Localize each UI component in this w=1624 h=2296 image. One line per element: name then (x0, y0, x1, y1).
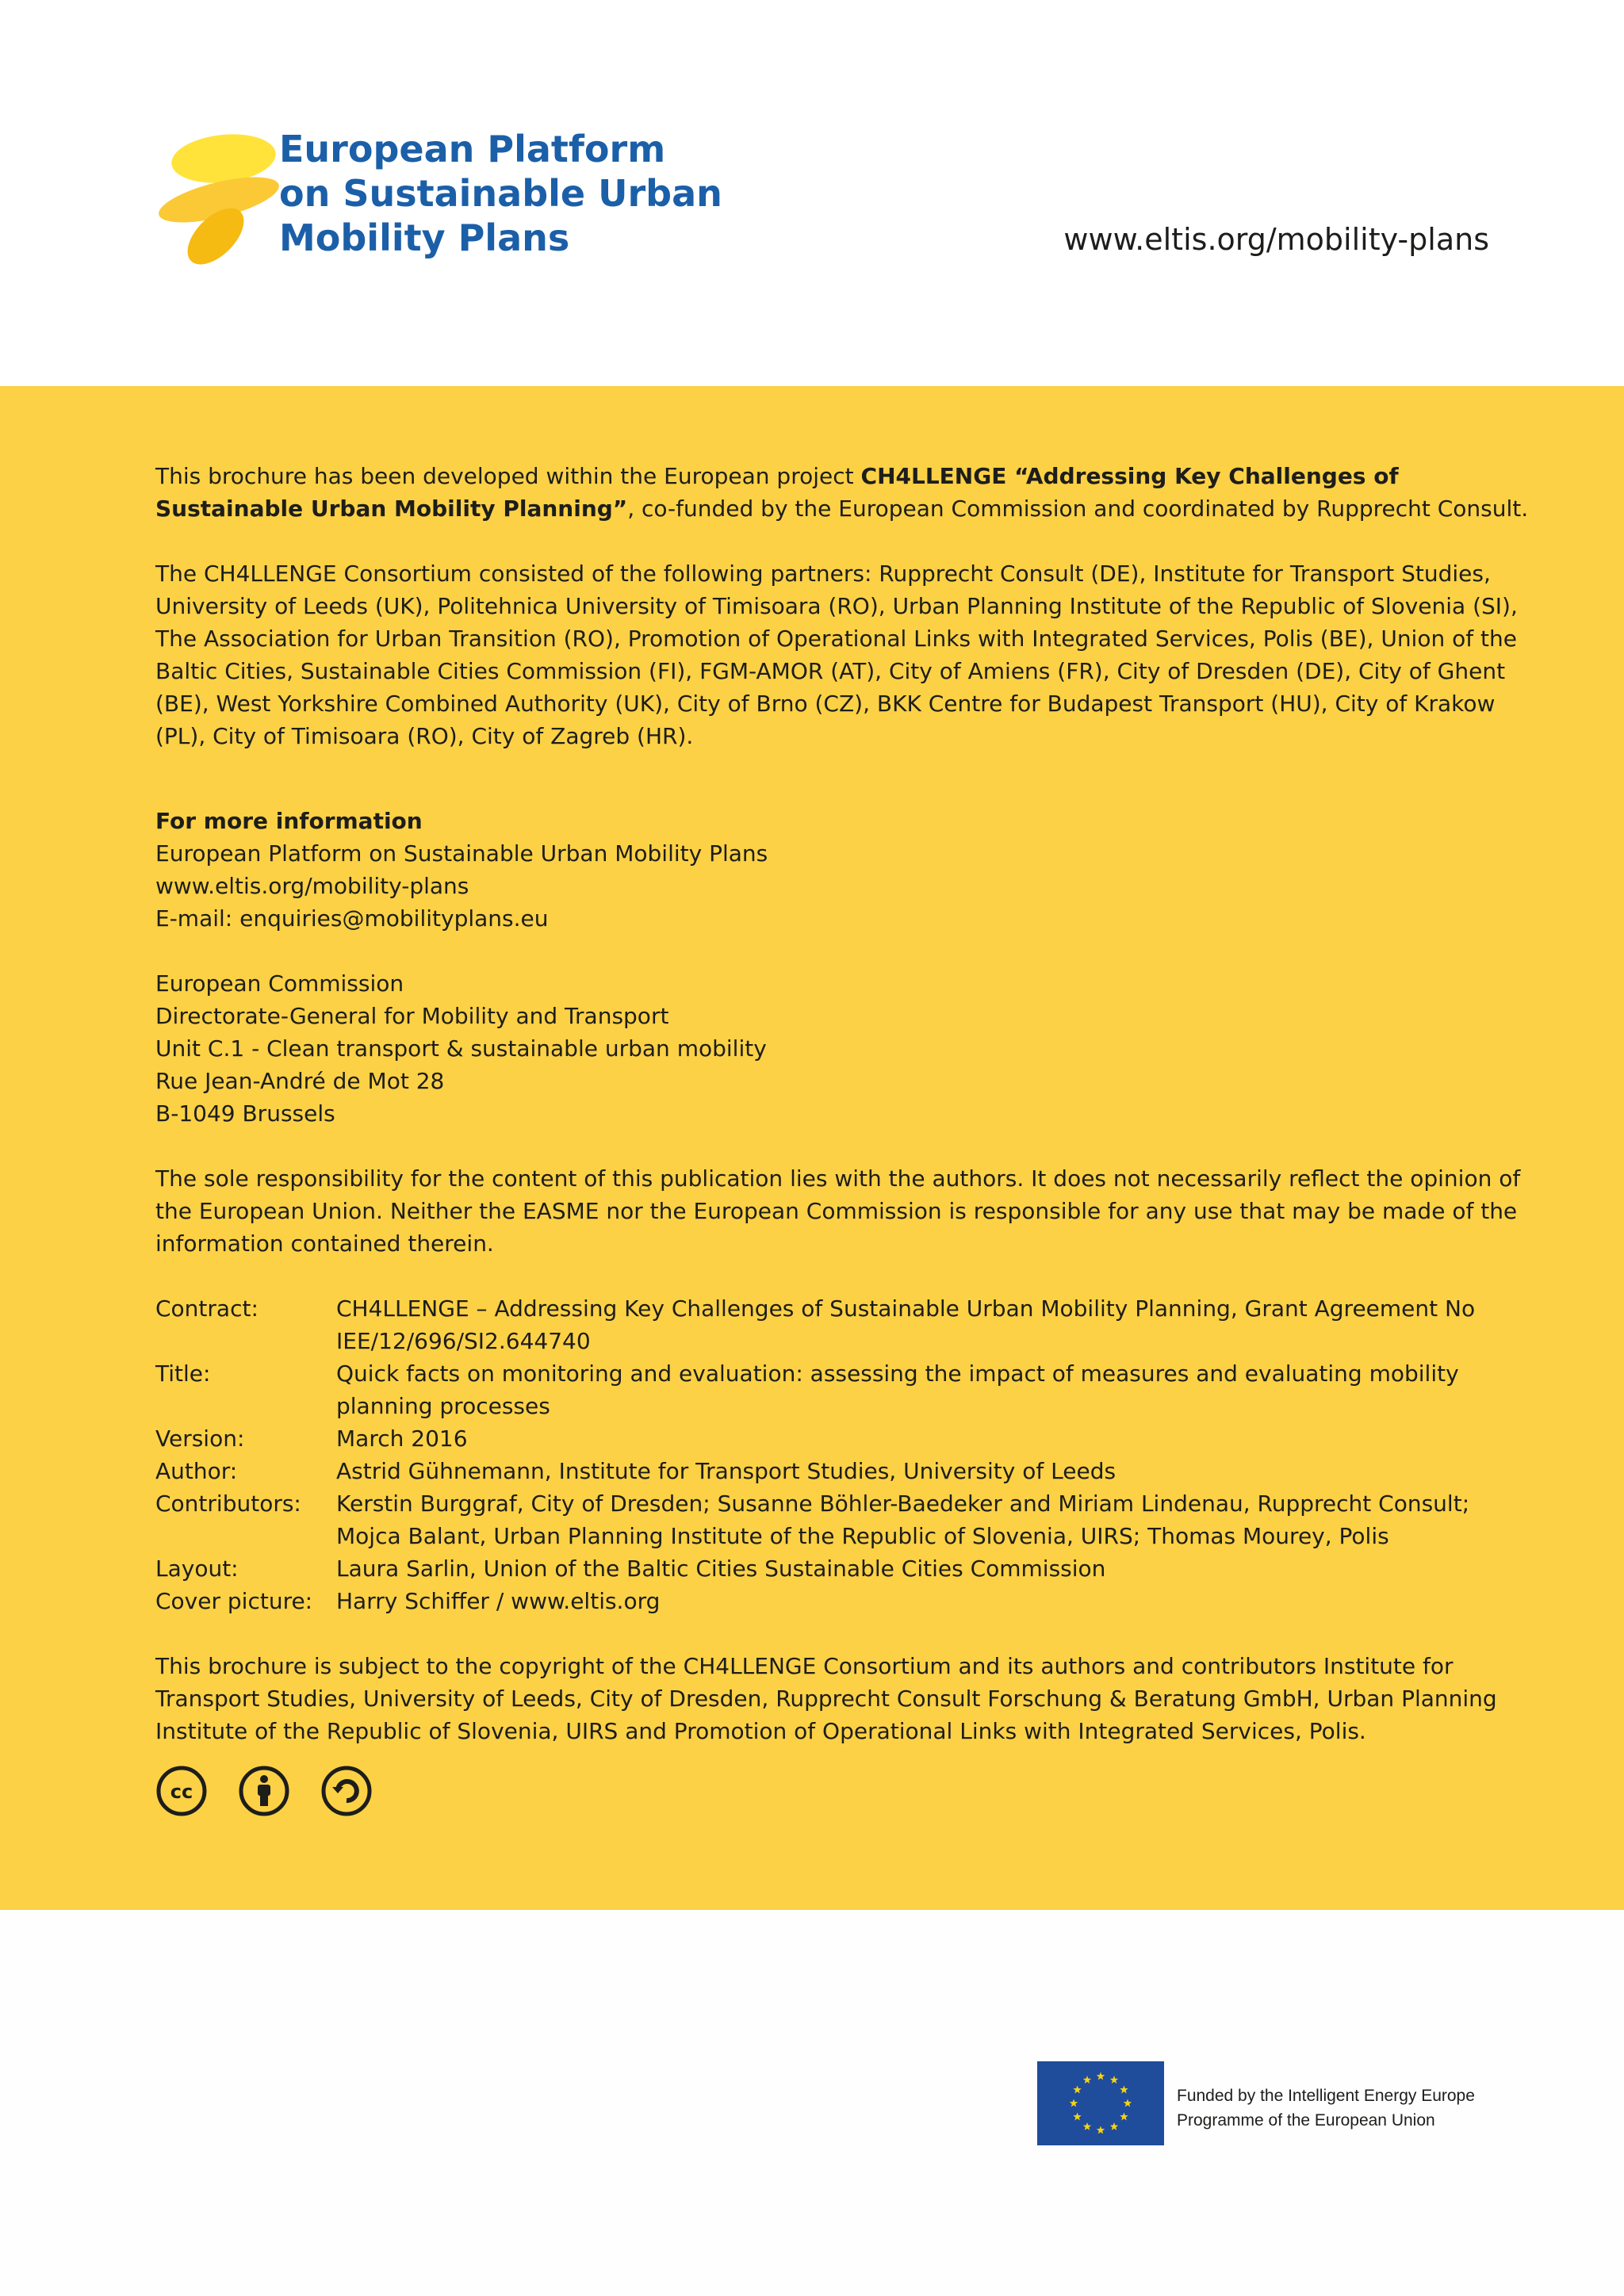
funding-text: Funded by the Intelligent Energy Europe Programme of the European Union (1177, 2087, 1475, 2130)
meta-row: Contract: CH4LLENGE – Addressing Key Challenges of Sustainable Urban Mobility Planning, Grant Agreement No IEE/12/696/SI2.644740 (155, 1295, 1476, 1354)
commission-address: European Commission Directorate-General for Mobility and Transport Unit C.1 - Clean transport & sustainable urban mobility Rue Jean-André de Mot 28 B-1049 Brussels (155, 970, 767, 1127)
cc-icon (155, 1765, 208, 1817)
svg-text:cc: cc (170, 1781, 193, 1803)
meta-row: Cover picture: Harry Schiffer / www.eltis.org (155, 1588, 661, 1614)
copyright-paragraph: This brochure is subject to the copyright of the CH4LLENGE Consortium and its authors and contributors Institute for Transport Studies, University of Leeds, City of Dresden, Rupprecht Consult Forschung & Beratung GmbH, Urban Planning Institute of the Republic of Slovenia, UIRS and Promotion of Operational Links with Integrated Services, Polis. (155, 1653, 1497, 1744)
platform-logo-text: European Platform on Sustainable Urban Mobility Plans (279, 128, 722, 259)
meta-row: Layout: Laura Sarlin, Union of the Baltic Cities Sustainable Cities Commission (155, 1556, 1106, 1582)
header (0, 0, 1624, 386)
meta-row: Contributors: Kerstin Burggraf, City of Dresden; Susanne Böhler-Baedeker and Miriam Lindenau, Rupprecht Consult; Mojca Balant, Urban Planning Institute of the Republic of Slovenia, UIRS; Thomas Mourey, Polis (155, 1490, 1470, 1549)
more-info-heading: For more information (155, 808, 423, 834)
by-attribution-icon (238, 1765, 290, 1817)
consortium-paragraph: The CH4LLENGE Consortium consisted of the following partners: Rupprecht Consult (DE), Institute for Transport Studies, University of Leeds (UK), Politehnica University of Timisoara (RO), Urban Planning Institute of the Republic of Slovenia (SI), The Association for Urban Transition (RO), Promotion of Operational Links with Integrated Services, Polis (BE), Union of the Baltic Cities, Sustainable Cities Commission (FI), FGM-AMOR (AT), City of Amiens (FR), City of Dresden (DE), City of Ghent (BE), West Yorkshire Combined Authority (UK), City of Brno (CZ), BKK Centre for Budapest Transport (HU), City of Krakow (PL), City of Timisoara (RO), City of Zagreb (HR). (155, 561, 1518, 749)
platform-name: European Platform on Sustainable Urban Mobility Plans (155, 840, 768, 867)
eu-flag-icon (1037, 2061, 1164, 2145)
disclaimer-paragraph: The sole responsibility for the content of this publication lies with the authors. It does not necessarily reflect the opinion of the European Union. Neither the EASME nor the European Commission is responsible for any use that may be made of the information contained therein. (155, 1165, 1521, 1257)
header-url-link[interactable]: www.eltis.org/mobility-plans (1063, 222, 1489, 257)
meta-row: Author: Astrid Gühnemann, Institute for Transport Studies, University of Leeds (155, 1458, 1116, 1484)
brochure-content (155, 460, 1535, 1817)
platform-url-link[interactable]: www.eltis.org/mobility-plans (155, 873, 469, 899)
intro-paragraph: This brochure has been developed within the European project CH4LLENGE “Addressing Key Challenges of Sustainable Urban Mobility Planning”, co-funded by the European Commission and coordinated by Rupprecht Consult. (155, 463, 1529, 522)
meta-row: Version: March 2016 (155, 1425, 468, 1452)
publication-details (155, 1292, 1535, 1617)
meta-row: Title: Quick facts on monitoring and evaluation: assessing the impact of measures and evaluating mobility planning processes (155, 1360, 1459, 1419)
share-alike-icon (320, 1765, 373, 1817)
email-link[interactable]: E-mail: enquiries@mobilityplans.eu (155, 905, 549, 932)
license-icons (155, 1765, 1535, 1817)
eltis-logo-icon (151, 127, 285, 270)
